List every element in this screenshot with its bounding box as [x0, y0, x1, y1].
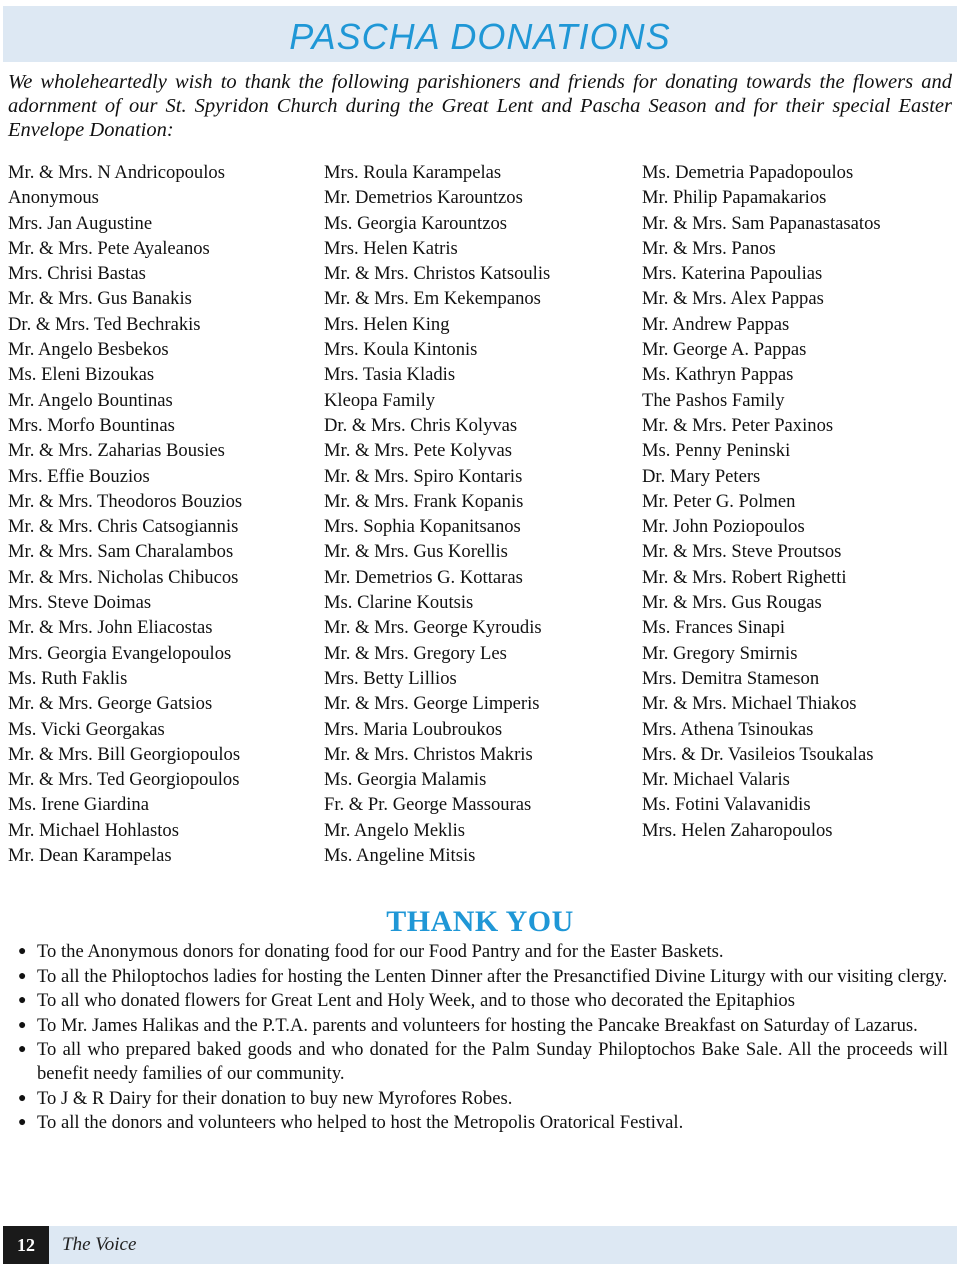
- donor-name: Dr. & Mrs. Chris Kolyvas: [324, 414, 518, 436]
- donor-name: Mr. & Mrs. Gus Banakis: [8, 288, 192, 310]
- donor-name: Mr. & Mrs. George Kyroudis: [324, 617, 542, 639]
- thank-you-item: [18, 1038, 948, 1086]
- donor-name: Mrs. Maria Loubroukos: [324, 718, 503, 740]
- donor-name: Mr. & Mrs. Steve Proutsos: [642, 541, 842, 563]
- donor-name: Dr. Mary Peters: [642, 465, 761, 487]
- thank-you-text: To Mr. James Halikas and the P.T.A. parents and volunteers for hosting the Pancake Breakfast on Saturday of Lazarus.: [37, 1014, 918, 1036]
- donor-name: Mrs. Jan Augustine: [8, 212, 153, 234]
- page-title: PASCHA DONATIONS: [289, 16, 671, 57]
- donor-name: Mr. & Mrs. Chris Catsogiannis: [8, 516, 239, 538]
- donor-name: Mr. & Mrs. Bill Georgiopoulos: [8, 743, 241, 765]
- donor-name: Mr. & Mrs. John Eliacostas: [8, 617, 213, 639]
- thank-you-item: [18, 989, 948, 1013]
- donor-name: Mr. Gregory Smirnis: [642, 642, 798, 664]
- publication-title: The Voice: [62, 1234, 137, 1255]
- donor-name: Mr. Demetrios Karountzos: [324, 187, 523, 209]
- donor-name: Ms. Ruth Faklis: [8, 667, 128, 689]
- donor-name: Mr. & Mrs. Gus Korellis: [324, 541, 508, 563]
- donor-name: Mr. & Mrs. Theodoros Bouzios: [8, 490, 243, 512]
- thank-you-text: To the Anonymous donors for donating food for our Food Pantry and for the Easter Baskets.: [37, 941, 724, 962]
- intro-paragraph: We wholeheartedly wish to thank the following parishioners and friends for donating towards the flowers and adornment of our St. Spyridon Church during the Great Lent and Pascha Season and for their special Easter Envelope Donation:: [8, 71, 952, 141]
- donor-name: Fr. & Pr. George Massouras: [324, 794, 532, 816]
- donor-name: Mrs. Athena Tsinoukas: [642, 718, 814, 740]
- donor-name: Mrs. Morfo Bountinas: [8, 414, 175, 436]
- bullet-icon: ●: [18, 1017, 27, 1033]
- thank-you-text: To all who prepared baked goods and who donated for the Palm Sunday Philoptochos Bake Sale. All the proceeds will benefit needy families of our community.: [37, 1039, 948, 1084]
- bullet-icon: ●: [18, 1042, 27, 1057]
- donor-name: Mrs. Tasia Kladis: [324, 364, 456, 386]
- footer-band: [3, 1226, 957, 1264]
- donor-name: Mr. & Mrs. Ted Georgiopoulos: [8, 769, 240, 791]
- donor-name: Mrs. Demitra Stameson: [642, 667, 820, 689]
- donor-name: Mr. & Mrs. Panos: [642, 237, 776, 259]
- donor-name: Mr. & Mrs. Nicholas Chibucos: [8, 566, 239, 588]
- donor-name: Mr. & Mrs. Christos Makris: [324, 743, 533, 765]
- donor-name: Mr. & Mrs. Frank Kopanis: [324, 490, 524, 512]
- thank-you-text: To all the donors and volunteers who helped to host the Metropolis Oratorical Festival.: [37, 1112, 684, 1133]
- page-number: 12: [3, 1226, 49, 1264]
- donor-name: Mr. George A. Pappas: [642, 339, 807, 361]
- donor-name: Mr. & Mrs. Sam Charalambos: [8, 541, 234, 563]
- donor-name: Mr. & Mrs. Pete Kolyvas: [324, 440, 512, 462]
- donor-name: Mrs. Helen King: [324, 313, 450, 335]
- bullet-icon: ●: [18, 993, 27, 1008]
- donor-name: Mr. & Mrs. Pete Ayaleanos: [8, 237, 210, 259]
- donor-name: Mr. Angelo Besbekos: [8, 339, 169, 361]
- donor-name: Mrs. Roula Karampelas: [324, 162, 502, 183]
- donor-name: Ms. Irene Giardina: [8, 794, 149, 816]
- donor-name: Ms. Eleni Bizoukas: [8, 364, 155, 386]
- donor-name: Ms. Clarine Koutsis: [324, 592, 474, 614]
- donor-name: Mrs. Georgia Evangelopoulos: [8, 642, 232, 664]
- thank-you-text: To J & R Dairy for their donation to buy new Myrofores Robes.: [37, 1087, 513, 1109]
- donor-name: Mrs. Helen Zaharopoulos: [642, 819, 833, 841]
- donor-column-1: [8, 160, 242, 868]
- donor-name: Mrs. Betty Lillios: [324, 667, 457, 689]
- thank-you-heading: THANK YOU: [386, 905, 574, 938]
- donor-name: Mr. Demetrios G. Kottaras: [324, 566, 523, 588]
- donor-name: Mr. Peter G. Polmen: [642, 490, 796, 512]
- donor-name: Mr. Andrew Pappas: [642, 313, 790, 335]
- donor-name: Mr. & Mrs. Christos Katsoulis: [324, 263, 551, 285]
- donor-name: The Pashos Family: [642, 389, 785, 411]
- donor-name: Ms. Georgia Malamis: [324, 769, 487, 791]
- donor-name: Mr. & Mrs. N Andricopoulos: [8, 162, 225, 183]
- donor-name: Mr. Angelo Meklis: [324, 819, 466, 841]
- donor-name: Mrs. Steve Doimas: [8, 592, 152, 614]
- donor-name: Mr. & Mrs. Peter Paxinos: [642, 414, 834, 436]
- donor-column-3: [642, 160, 881, 843]
- donor-name: Mr. & Mrs. Zaharias Bousies: [8, 440, 225, 462]
- donor-name: Mr. & Mrs. George Gatsios: [8, 693, 213, 715]
- donor-name: Ms. Kathryn Pappas: [642, 364, 794, 386]
- donor-name: Mr. Michael Hohlastos: [8, 819, 179, 841]
- donor-name: Ms. Penny Peninski: [642, 440, 791, 462]
- donor-name: Mrs. & Dr. Vasileios Tsoukalas: [642, 743, 874, 765]
- thank-you-item: [18, 965, 948, 989]
- title-band: [3, 6, 957, 62]
- donor-name: Mr. & Mrs. Robert Righetti: [642, 566, 847, 588]
- donor-column-2: [324, 160, 550, 868]
- thank-you-item: [18, 940, 948, 964]
- thank-you-item: [18, 1087, 948, 1111]
- donor-name: Mr. Philip Papamakarios: [642, 187, 827, 209]
- donor-name: Ms. Fotini Valavanidis: [642, 794, 811, 816]
- donor-name: Mr. Angelo Bountinas: [8, 389, 173, 411]
- donor-name: Mr. Michael Valaris: [642, 769, 790, 791]
- donor-name: Mrs. Chrisi Bastas: [8, 263, 146, 285]
- thank-you-list: [18, 940, 948, 1136]
- donor-name: Dr. & Mrs. Ted Bechrakis: [8, 313, 201, 335]
- donor-name: Mr. & Mrs. Michael Thiakos: [642, 693, 857, 715]
- donor-name: Ms. Angeline Mitsis: [324, 845, 476, 867]
- donor-name: Mr. & Mrs. George Limperis: [324, 693, 540, 715]
- donor-name: Mrs. Koula Kintonis: [324, 339, 478, 361]
- donor-name: Ms. Vicki Georgakas: [8, 718, 165, 740]
- bullet-icon: ●: [18, 968, 27, 984]
- thank-you-text: To all who donated flowers for Great Lent and Holy Week, and to those who decorated the Epitaphios: [37, 990, 795, 1011]
- donor-name: Mrs. Katerina Papoulias: [642, 263, 823, 285]
- donor-name: Mrs. Helen Katris: [324, 237, 458, 259]
- donor-name: Mr. & Mrs. Spiro Kontaris: [324, 465, 523, 487]
- donor-name: Ms. Frances Sinapi: [642, 617, 786, 639]
- bullet-icon: ●: [18, 1115, 27, 1130]
- thank-you-item: [18, 1014, 948, 1038]
- donor-name: Mr. & Mrs. Em Kekempanos: [324, 288, 541, 310]
- thank-you-text: To all the Philoptochos ladies for hosting the Lenten Dinner after the Presanctified Divine Liturgy with our visiting clergy.: [37, 965, 948, 987]
- donor-name: Mr. Dean Karampelas: [8, 845, 172, 867]
- donor-name: Mr. & Mrs. Gregory Les: [324, 642, 507, 664]
- donor-name: Mrs. Sophia Kopanitsanos: [324, 516, 521, 538]
- thank-you-item: [18, 1111, 948, 1135]
- donor-name: Mr. John Poziopoulos: [642, 516, 805, 538]
- donor-name: Ms. Demetria Papadopoulos: [642, 162, 854, 183]
- donor-name: Mr. & Mrs. Sam Papanastasatos: [642, 212, 881, 234]
- bullet-icon: ●: [18, 1090, 27, 1106]
- donor-name: Mr. & Mrs. Gus Rougas: [642, 592, 822, 614]
- donor-name: Anonymous: [8, 187, 99, 209]
- donor-name: Kleopa Family: [324, 389, 436, 411]
- donor-name: Mr. & Mrs. Alex Pappas: [642, 288, 824, 310]
- donor-name: Ms. Georgia Karountzos: [324, 212, 507, 234]
- bullet-icon: ●: [18, 944, 27, 959]
- donor-name: Mrs. Effie Bouzios: [8, 465, 150, 487]
